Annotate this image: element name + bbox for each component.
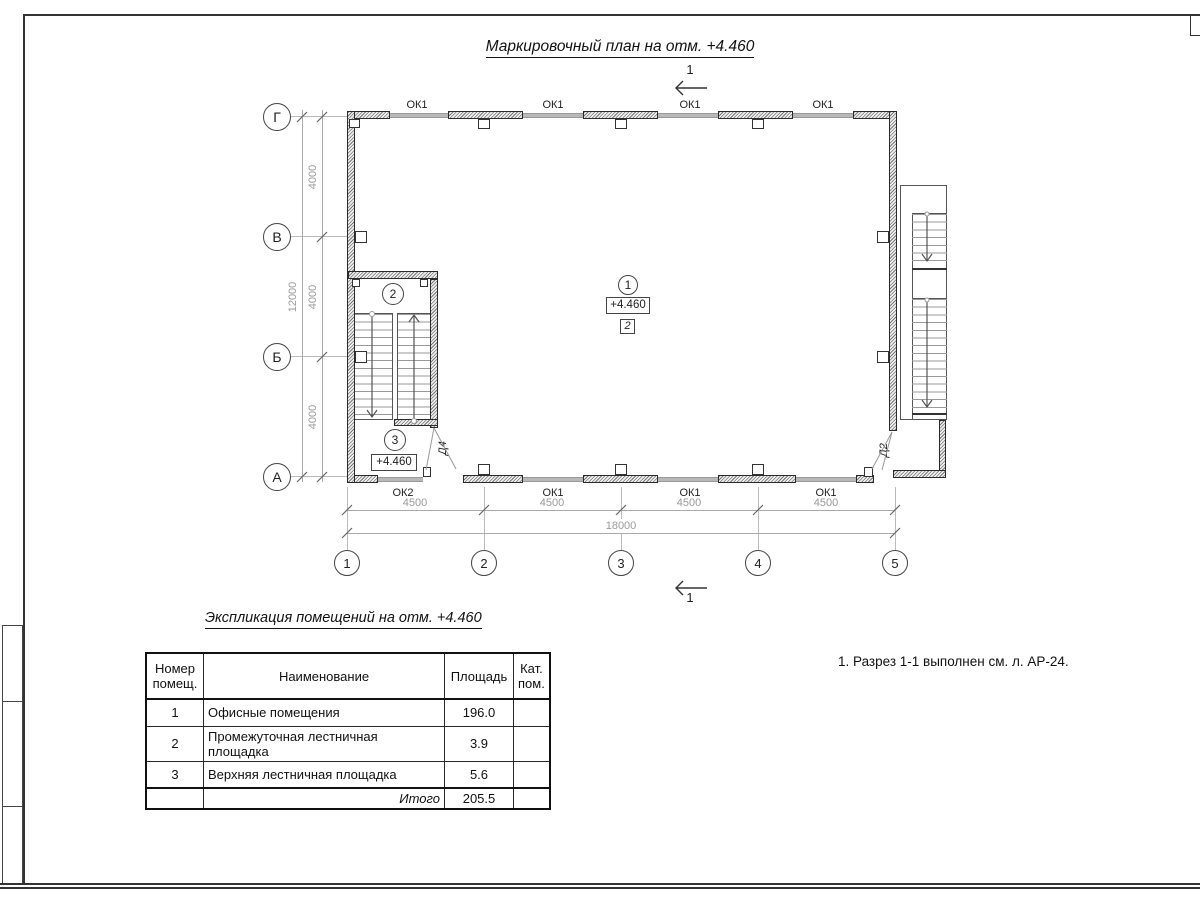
stair-direction-arrows xyxy=(367,214,932,418)
cell-name: Офисные помещения xyxy=(204,699,445,726)
window-label: ОК1 xyxy=(542,487,564,499)
cell-area: 196.0 xyxy=(445,699,514,726)
dim-value: 4500 xyxy=(539,497,565,509)
window-label: ОК1 xyxy=(679,487,701,499)
door-label: Д2 xyxy=(878,443,890,457)
total-label: Итого xyxy=(204,788,445,809)
cell-category xyxy=(514,726,550,761)
dim-total-value: 18000 xyxy=(601,519,641,533)
cell-area: 3.9 xyxy=(445,726,514,761)
dim-total-value: 12000 xyxy=(287,281,299,313)
room-schedule-table xyxy=(145,652,551,810)
dim-value: 4500 xyxy=(813,497,839,509)
door-label: Д4 xyxy=(437,441,449,455)
cell-room-number: 1 xyxy=(146,699,204,726)
grid-row-bubble: Г xyxy=(263,103,291,131)
dim-value: 4000 xyxy=(307,404,319,430)
schedule-row xyxy=(146,699,550,726)
cell-category xyxy=(514,699,550,726)
room-number-bubble: 2 xyxy=(382,283,404,305)
frame-bottom-line-1 xyxy=(0,883,1200,885)
section-mark-number: 1 xyxy=(686,590,694,605)
schedule-title: Экспликация помещений на отм. +4.460 xyxy=(205,610,482,626)
cell-name: Промежуточная лестничная площадка xyxy=(204,726,445,761)
plan-title: Маркировочный план на отм. +4.460 xyxy=(455,38,785,56)
dim-value: 4500 xyxy=(402,497,428,509)
dim-value: 4000 xyxy=(307,284,319,310)
frame-left-line xyxy=(23,14,25,884)
cell-room-number: 2 xyxy=(146,726,204,761)
schedule-row xyxy=(146,761,550,788)
grid-row-bubble: Б xyxy=(263,343,291,371)
cell-category xyxy=(514,761,550,788)
room-number-bubble: 1 xyxy=(618,275,638,295)
cell-room-number: 3 xyxy=(146,761,204,788)
dim-value: 4000 xyxy=(307,164,319,190)
cell-name: Верхняя лестничная площадка xyxy=(204,761,445,788)
section-mark-number: 1 xyxy=(686,62,694,77)
section-cut-arrows xyxy=(676,81,707,595)
dimension-ticks xyxy=(297,112,900,538)
header-category: Кат. пом. xyxy=(514,653,550,699)
dim-value: 4500 xyxy=(676,497,702,509)
window-label: ОК1 xyxy=(679,99,701,111)
grid-row-bubble: А xyxy=(263,463,291,491)
header-area: Площадь xyxy=(445,653,514,699)
grid-column-bubble: 1 xyxy=(334,550,360,576)
frame-bottom-line-2 xyxy=(0,887,1200,889)
room-number-bubble: 3 xyxy=(384,429,406,451)
cell-empty xyxy=(146,788,204,809)
header-room-number: Номер помещ. xyxy=(146,653,204,699)
stair-rail-posts xyxy=(370,212,930,424)
window-label: ОК2 xyxy=(392,487,414,499)
elevation-mark: +4.460 xyxy=(606,297,650,314)
window-label: ОК1 xyxy=(815,487,837,499)
cell-empty xyxy=(514,788,550,809)
window-label: ОК1 xyxy=(542,99,564,111)
grid-column-bubble: 4 xyxy=(745,550,771,576)
schedule-row xyxy=(146,726,550,761)
grid-row-bubble: В xyxy=(263,223,291,251)
grid-column-bubble: 5 xyxy=(882,550,908,576)
schedule-total-row xyxy=(146,788,550,809)
drawing-note: 1. Разрез 1-1 выполнен см. л. АР-24. xyxy=(838,654,1069,669)
window-label: ОК1 xyxy=(812,99,834,111)
schedule-header-row xyxy=(146,653,550,699)
window-label: ОК1 xyxy=(406,99,428,111)
grid-column-bubble: 3 xyxy=(608,550,634,576)
total-value: 205.5 xyxy=(445,788,514,809)
elevation-mark: +4.460 xyxy=(371,454,417,471)
frame-top-line xyxy=(23,14,1200,16)
grid-column-bubble: 2 xyxy=(471,550,497,576)
floor-type-mark: 2 xyxy=(620,319,635,334)
header-name: Наименование xyxy=(204,653,445,699)
cell-area: 5.6 xyxy=(445,761,514,788)
door-swing-lines xyxy=(426,428,892,470)
